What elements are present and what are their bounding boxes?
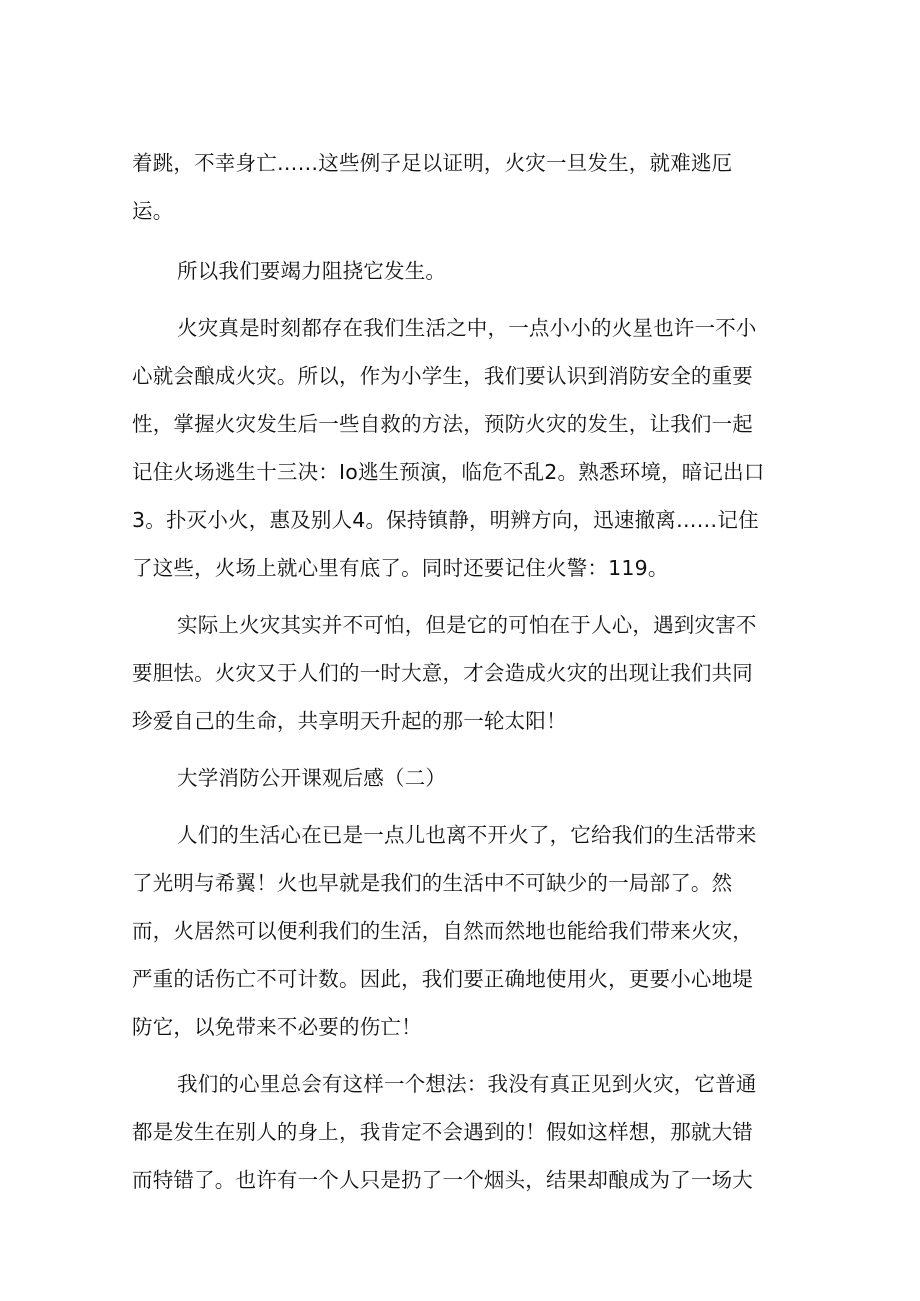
document-body bbox=[132, 139, 797, 1204]
text-line: 心就会酿成火灾。所以，作为小学生，我们要认识到消防安全的重要 bbox=[132, 364, 753, 388]
paragraph-start-line: 实际上火灾其实并不可怕，但是它的可怕在于人心，遇到灾害不 bbox=[177, 613, 757, 637]
paragraph-start-line: 我们的心里总会有这样一个想法：我没有真正见到火灾，它普通 bbox=[177, 1072, 757, 1096]
text-line: 3。扑灭小火，惠及别人4。保持镇静，明辨方向，迅速撤离……记住 bbox=[132, 508, 759, 532]
text-line: 了光明与希翼！火也早就是我们的生活中不可缺少的一局部了。然 bbox=[132, 871, 733, 895]
text-line: 防它，以免带来不必要的伤亡！ bbox=[132, 1015, 422, 1039]
text-line-1: 着跳，不幸身亡……这些例子足以证明，火灾一旦发生，就难逃厄 bbox=[132, 151, 733, 175]
paragraph-start-line: 火灾真是时刻都存在我们生活之中，一点小小的火星也许一不小 bbox=[177, 316, 757, 340]
text-line: 要胆怯。火灾又于人们的一时大意，才会造成火灾的出现让我们共同 bbox=[132, 661, 753, 685]
text-line: 严重的话伤亡不可计数。因此，我们要正确地使用火，更要小心地堤 bbox=[132, 967, 753, 991]
paragraph-start-line: 所以我们要竭力阻挠它发生。 bbox=[177, 259, 447, 283]
text-line: 而，火居然可以便利我们的生活，自然而然地也能给我们带来火灾， bbox=[132, 919, 753, 943]
text-line: 记住火场逃生十三决：Io逃生预演，临危不乱2。熟悉环境，暗记出口 bbox=[132, 460, 765, 484]
text-line: 了这些，火场上就心里有底了。同时还要记住火警：119。 bbox=[132, 556, 669, 580]
section-heading: 大学消防公开课观后感（二） bbox=[177, 766, 447, 790]
text-line: 而特错了。也许有一个人只是扔了一个烟头，结果却酿成为了一场大 bbox=[132, 1168, 753, 1192]
text-line: 都是发生在别人的身上，我肯定不会遇到的！假如这样想，那就大错 bbox=[132, 1120, 753, 1144]
text-line: 性，掌握火灾发生后一些自救的方法，预防火灾的发生，让我们一起 bbox=[132, 412, 753, 436]
paragraph-start-line: 人们的生活心在已是一点儿也离不开火了，它给我们的生活带来 bbox=[177, 823, 757, 847]
text-line-2: 运。 bbox=[132, 199, 174, 223]
text-line: 珍爱自己的生命，共享明天升起的那一轮太阳！ bbox=[132, 709, 567, 733]
